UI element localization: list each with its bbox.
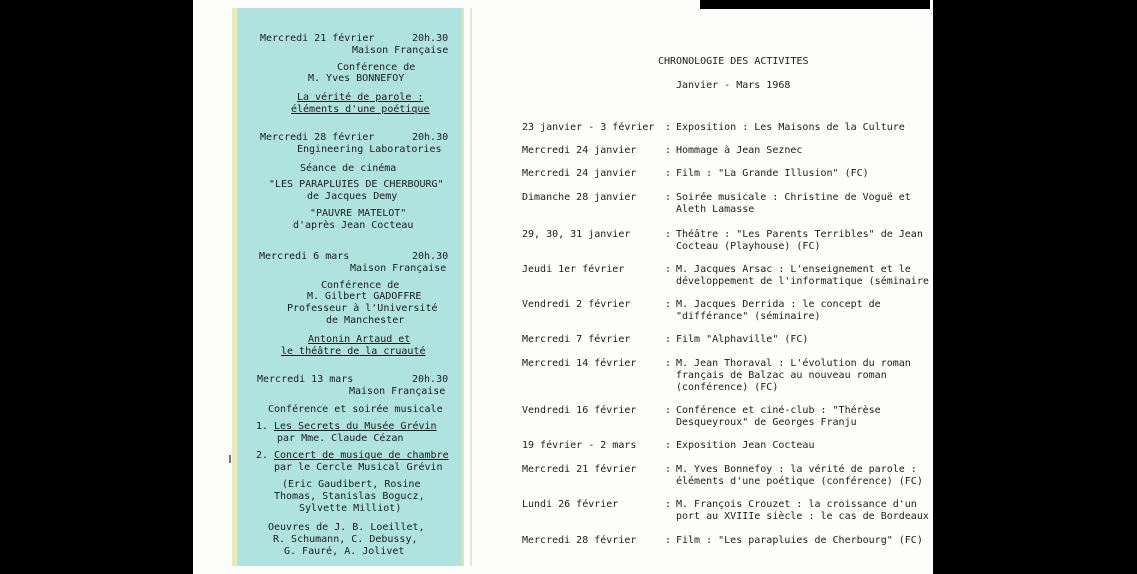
event-title: La vérité de parole :	[297, 92, 424, 103]
entry-description: Conférence et ciné-club : "Thérèse	[676, 405, 881, 416]
entry-description: Exposition Jean Cocteau	[676, 440, 815, 451]
entry-date: Mercredi 21 février	[522, 464, 637, 475]
performer-line: Sylvette Milliot)	[299, 503, 402, 514]
entry-description: M. Jacques Arsac : L'enseignement et le	[676, 264, 911, 275]
event-line: d'après Jean Cocteau	[293, 220, 414, 231]
entry-separator: :	[665, 358, 672, 369]
entry-date: Mercredi 28 février	[522, 535, 637, 546]
item-title: Concert de musique de chambre	[274, 450, 449, 461]
entry-separator: :	[665, 405, 672, 416]
page-title: CHRONOLOGIE DES ACTIVITES	[658, 56, 809, 67]
entry-date: 29, 30, 31 janvier	[522, 229, 631, 240]
entry-date: Vendredi 16 février	[522, 405, 637, 416]
event-line: Professeur à l'Université	[287, 303, 438, 314]
entry-description: Théâtre : "Les Parents Terribles" de Jean	[676, 229, 923, 240]
entry-date: 23 janvier - 3 février	[522, 122, 655, 133]
event-date: Mercredi 21 février	[260, 33, 375, 44]
entry-description: M. Yves Bonnefoy : la vérité de parole :	[676, 464, 917, 475]
event-title: le théâtre de la cruauté	[281, 346, 426, 357]
entry-date: Lundi 26 février	[522, 499, 619, 510]
entry-description: M. François Crouzet : la croissance d'un	[676, 499, 917, 510]
item-by: par le Cercle Musical Grévin	[274, 462, 443, 473]
entry-description: "différance" (séminaire)	[676, 311, 821, 322]
entry-separator: :	[665, 264, 672, 275]
works-line: G. Fauré, A. Jolivet	[284, 546, 405, 557]
event-line: Conférence de	[321, 280, 400, 291]
entry-description: éléments d'une poétique (conférence) (FC)	[676, 476, 923, 487]
background-strip	[700, 0, 930, 9]
event-date: Mercredi 28 février	[260, 132, 375, 143]
entry-separator: :	[665, 145, 672, 156]
page-subtitle: Janvier - Mars 1968	[676, 80, 791, 91]
event-title: Antonin Artaud et	[308, 334, 411, 345]
entry-description: Film : "La Grande Illusion" (FC)	[676, 168, 869, 179]
entry-description: Desqueyroux" de Georges Franju	[676, 417, 857, 428]
works-line: Oeuvres de J. B. Loeillet,	[268, 522, 425, 533]
entry-separator: :	[665, 192, 672, 203]
event-time: 20h.30	[412, 33, 449, 44]
event-place: Engineering Laboratories	[297, 144, 442, 155]
entry-date: Jeudi 1er février	[522, 264, 625, 275]
event-time: 20h.30	[412, 374, 449, 385]
event-line: "PAUVRE MATELOT"	[310, 208, 407, 219]
event-time: 20h.30	[412, 251, 449, 262]
event-line: Conférence de	[337, 62, 416, 73]
item-title: Les Secrets du Musée Grévin	[274, 421, 437, 432]
entry-separator: :	[665, 440, 672, 451]
item-by: par Mme. Claude Cézan	[277, 433, 404, 444]
entry-date: Mercredi 14 février	[522, 358, 637, 369]
entry-description: Aleth Lamasse	[676, 204, 755, 215]
entry-description: M. Jacques Derrida : le concept de	[676, 299, 881, 310]
event-line: M. Yves BONNEFOY	[308, 73, 405, 84]
event-line: Séance de cinéma	[300, 163, 397, 174]
entry-date: Mercredi 7 février	[522, 334, 631, 345]
event-line: M. Gilbert GADOFFRE	[307, 291, 422, 302]
entry-date: Mercredi 24 janvier	[522, 168, 637, 179]
performer-line: (Eric Gaudibert, Rosine	[282, 479, 421, 490]
entry-separator: :	[665, 535, 672, 546]
entry-separator: :	[665, 168, 672, 179]
entry-date: Dimanche 28 janvier	[522, 192, 637, 203]
entry-description: Hommage à Jean Seznec	[676, 145, 803, 156]
event-line: "LES PARAPLUIES DE CHERBOURG"	[269, 179, 444, 190]
event-place: Maison Française	[349, 386, 446, 397]
entry-separator: :	[665, 299, 672, 310]
entry-separator: :	[665, 499, 672, 510]
entry-separator: :	[665, 122, 672, 133]
entry-description: Cocteau (Playhouse) (FC)	[676, 241, 821, 252]
entry-date: 19 février - 2 mars	[522, 440, 637, 451]
entry-description: Film : "Les parapluies de Cherbourg" (FC)	[676, 535, 923, 546]
page-mark	[229, 455, 231, 463]
performer-line: Thomas, Stanislas Bogucz,	[274, 491, 425, 502]
entry-separator: :	[665, 334, 672, 345]
entry-date: Vendredi 2 février	[522, 299, 631, 310]
item-number: 2.	[256, 450, 269, 461]
blue-program-insert	[237, 8, 462, 566]
event-line: Conférence et soirée musicale	[268, 404, 443, 415]
works-line: R. Schumann, C. Debussy,	[273, 534, 418, 545]
entry-date: Mercredi 24 janvier	[522, 145, 637, 156]
event-line: de Manchester	[326, 315, 405, 326]
event-place: Maison Française	[350, 263, 447, 274]
event-place: Maison Française	[352, 45, 449, 56]
entry-separator: :	[665, 229, 672, 240]
event-date: Mercredi 13 mars	[257, 374, 354, 385]
booklet-spine	[470, 8, 472, 566]
entry-description: développement de l'informatique (séminaire	[676, 276, 929, 287]
entry-description: français de Balzac au nouveau roman	[676, 370, 887, 381]
entry-description: Exposition : Les Maisons de la Culture	[676, 122, 905, 133]
event-time: 20h.30	[412, 132, 449, 143]
entry-description: M. Jean Thoraval : L'évolution du roman	[676, 358, 911, 369]
event-title: éléments d'une poétique	[291, 104, 430, 115]
entry-description: (conférence) (FC)	[676, 382, 779, 393]
entry-separator: :	[665, 464, 672, 475]
entry-description: port au XVIIIe siècle : le cas de Bordeaux	[676, 511, 929, 522]
entry-description: Soirée musicale : Christine de Voguë et	[676, 192, 911, 203]
entry-description: Film "Alphaville" (FC)	[676, 334, 809, 345]
event-date: Mercredi 6 mars	[259, 251, 350, 262]
event-line: de Jacques Demy	[307, 191, 398, 202]
item-number: 1.	[256, 421, 269, 432]
